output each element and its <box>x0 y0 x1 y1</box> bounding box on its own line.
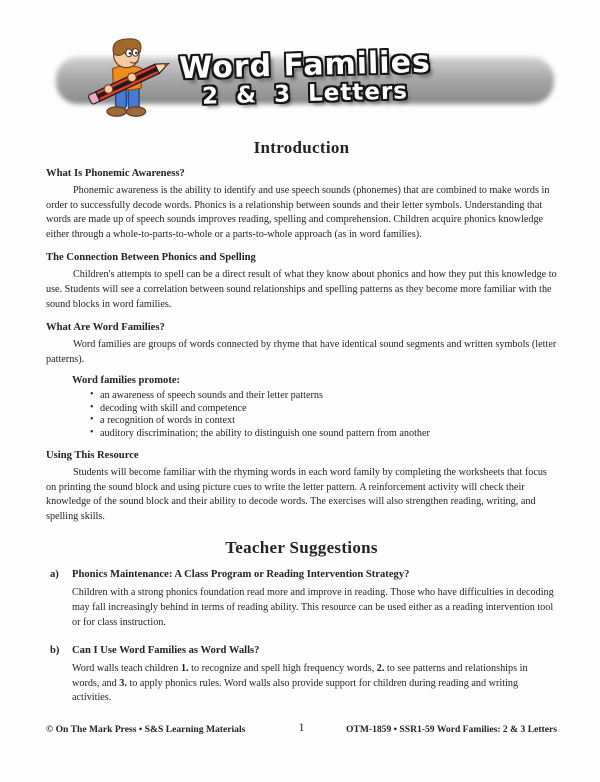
section-heading-phonemic-awareness: What Is Phonemic Awareness? <box>46 168 185 179</box>
bullet-text: a recognition of words in context <box>100 415 235 427</box>
suggestion-body: Children with a strong phonics foundation read more and improve in reading. Those who have difficulties in decoding may fall increasingly behind in terms of reading ability. This resource can be used either as a reading intervention tool or for class instruction. <box>72 587 554 628</box>
promote-bullet-list <box>46 390 557 440</box>
text-segment: Word walls teach children <box>72 663 181 675</box>
banner-subtitle: 2 & 3 Letters <box>201 78 409 110</box>
suggestion-heading: Can I Use Word Families as Word Walls? <box>72 645 260 657</box>
bullet-icon: • <box>90 414 94 426</box>
paragraph-phonics-spelling: Children's attempts to spell can be a direct result of what they know about phonics and how they put this knowledge to use. Students will see a correlation between sound relationships and spelling patterns as they become more familiar with the sound blocks in word families. <box>46 269 557 310</box>
bullet-text: decoding with skill and competence <box>100 402 247 414</box>
paragraph-word-families: Word families are groups of words connected by rhyme that have identical sound segments and written symbols (letter patterns). <box>46 339 557 365</box>
paragraph-phonemic-awareness: Phonemic awareness is the ability to identify and use speech sounds (phonemes) that are combined to make words in order to successfully decode words. Phonics is a relationship between sounds and their letter symbols. Understanding that words are made up of speech sounds improves reading, spelling and comprehension. Children acquire phonics knowledge either through a whole-to-parts-to-whole or a parts-to-whole approach (as in word families). <box>46 185 550 240</box>
introduction-title: Introduction <box>253 138 350 157</box>
list-item <box>46 403 557 415</box>
suggestion-label: b) <box>50 645 60 657</box>
bullet-icon: • <box>90 389 94 401</box>
text-segment: to see patterns and relationships in words, and <box>72 663 528 689</box>
paragraph-using-resource: Students will become familiar with the rhyming words in each word family by completing the worksheets that focus on printing the sound block and using picture cues to write the letter pattern. A reinforcement activity will check their knowledge of the sound block and their ability to decode words. The exercises will also strengthen reading, writing, and spelling skills. <box>46 466 547 522</box>
section-heading-word-families: What Are Word Families? <box>46 322 165 334</box>
banner-text-block <box>150 44 460 110</box>
suggestion-a <box>46 568 557 635</box>
footer-product-code: OTM-1859 • SSR1-59 Word Families: 2 & 3 Letters <box>345 724 557 735</box>
section-heading-using-resource: Using This Resource <box>46 449 139 461</box>
page-header <box>0 0 600 140</box>
text-segment: to apply phonics rules. Word walls also provide support for children during reading and writing activities. <box>72 677 519 704</box>
promote-heading: Word families promote: <box>72 375 181 387</box>
document-body <box>46 138 557 711</box>
suggestion-label: a) <box>50 569 59 581</box>
bold-number: 3. <box>119 677 127 689</box>
bold-number: 2. <box>376 663 385 675</box>
text-segment: to recognize and spell high frequency words, <box>188 663 377 675</box>
list-item <box>46 428 557 440</box>
list-item <box>46 415 557 427</box>
page-number: 1 <box>298 722 305 734</box>
suggestion-b <box>46 644 557 711</box>
list-item <box>46 390 557 402</box>
bold-number: 1. <box>180 663 189 675</box>
bullet-icon: • <box>90 401 94 413</box>
footer-copyright: © On The Mark Press • S&S Learning Materials <box>46 724 246 735</box>
section-heading-phonics-spelling: The Connection Between Phonics and Spelling <box>46 252 256 264</box>
teacher-suggestions-title: Teacher Suggestions <box>225 538 378 558</box>
bullet-text: auditory discrimination; the ability to distinguish one sound pattern from another <box>100 427 430 439</box>
page-footer <box>46 724 557 735</box>
bullet-text: an awareness of speech sounds and their letter patterns <box>100 390 323 402</box>
suggestion-body <box>72 662 557 706</box>
bullet-icon: • <box>90 426 94 438</box>
suggestion-heading: Phonics Maintenance: A Class Program or Reading Intervention Strategy? <box>72 569 410 581</box>
banner-title: Word Families <box>178 44 432 87</box>
